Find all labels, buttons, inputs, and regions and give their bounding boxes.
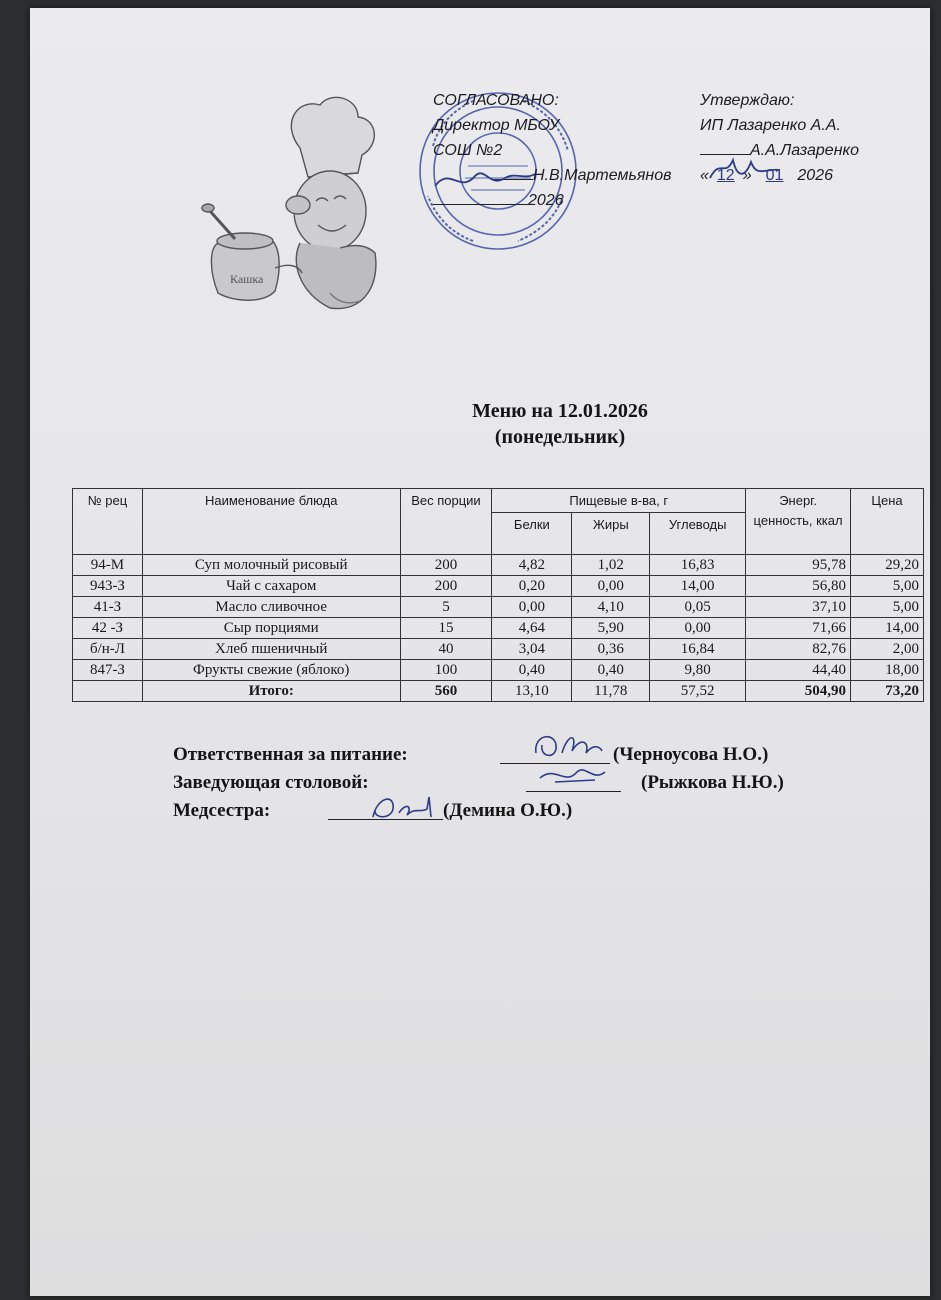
cell-name: Суп молочный рисовый bbox=[142, 555, 400, 576]
responsible-row bbox=[173, 797, 893, 825]
responsible-name: (Черноусова Н.О.) bbox=[613, 744, 769, 765]
quote-close: » bbox=[742, 167, 752, 184]
cell-carbs: 9,80 bbox=[650, 660, 746, 681]
header-protein: Белки bbox=[492, 513, 572, 555]
entrepreneur-signature bbox=[705, 148, 785, 188]
cell-weight: 200 bbox=[400, 576, 492, 597]
quote-open: « bbox=[700, 167, 709, 184]
total-label: Итого: bbox=[142, 681, 400, 702]
approve-month: 01 bbox=[765, 167, 784, 184]
cell-price: 29,20 bbox=[851, 555, 924, 576]
cell-fat: 0,40 bbox=[572, 660, 650, 681]
responsible-signature-2 bbox=[535, 760, 615, 790]
responsible-label: Заведующая столовой: bbox=[173, 772, 369, 793]
approve-year: 2026 bbox=[797, 167, 833, 184]
cell-name: Хлеб пшеничный bbox=[142, 639, 400, 660]
cell-price: 18,00 bbox=[851, 660, 924, 681]
cell-price: 5,00 bbox=[851, 576, 924, 597]
cell-rec: 41-З bbox=[73, 597, 143, 618]
cell-protein: 3,04 bbox=[492, 639, 572, 660]
cell-weight: 40 bbox=[400, 639, 492, 660]
cell-rec: 847-З bbox=[73, 660, 143, 681]
cell-carbs: 0,00 bbox=[650, 618, 746, 639]
total-carbs: 57,52 bbox=[650, 681, 746, 702]
header-nutrients: Пищевые в-ва, г bbox=[492, 489, 746, 513]
cell-carbs: 16,84 bbox=[650, 639, 746, 660]
approve-heading: Утверждаю: bbox=[700, 92, 795, 109]
cell-energy: 82,76 bbox=[746, 639, 851, 660]
table-row bbox=[73, 639, 924, 660]
approve-day: 12 bbox=[716, 167, 735, 184]
total-energy: 504,90 bbox=[746, 681, 851, 702]
cell-carbs: 16,83 bbox=[650, 555, 746, 576]
cell-price: 2,00 bbox=[851, 639, 924, 660]
menu-table bbox=[72, 488, 924, 702]
cell-energy: 56,80 bbox=[746, 576, 851, 597]
cell-fat: 1,02 bbox=[572, 555, 650, 576]
cell-name: Масло сливочное bbox=[142, 597, 400, 618]
table-row bbox=[73, 597, 924, 618]
cell-name: Сыр порциями bbox=[142, 618, 400, 639]
responsible-signature-3 bbox=[365, 789, 445, 823]
cell-empty bbox=[73, 681, 143, 702]
cell-energy: 44,40 bbox=[746, 660, 851, 681]
menu-title bbox=[410, 398, 710, 450]
cell-protein: 0,40 bbox=[492, 660, 572, 681]
total-fat: 11,78 bbox=[572, 681, 650, 702]
cell-weight: 15 bbox=[400, 618, 492, 639]
approve-signer: А.А.Лазаренко bbox=[750, 142, 859, 159]
table-row bbox=[73, 576, 924, 597]
header-carbs: Углеводы bbox=[650, 513, 746, 555]
cell-carbs: 14,00 bbox=[650, 576, 746, 597]
header-price: Цена bbox=[851, 489, 924, 555]
chef-illustration bbox=[180, 93, 390, 323]
cell-weight: 100 bbox=[400, 660, 492, 681]
responsible-name: (Рыжкова Н.Ю.) bbox=[641, 772, 784, 793]
approval-signer: Н.В.Мартемьянов bbox=[533, 167, 672, 184]
responsible-signature-1 bbox=[528, 723, 608, 765]
menu-title-day: (понедельник) bbox=[494, 426, 626, 448]
director-signature bbox=[430, 158, 540, 198]
cell-rec: 943-З bbox=[73, 576, 143, 597]
header-fat: Жиры bbox=[572, 513, 650, 555]
responsible-row bbox=[173, 769, 893, 797]
cell-weight: 5 bbox=[400, 597, 492, 618]
document-page bbox=[30, 8, 930, 1296]
total-weight: 560 bbox=[400, 681, 492, 702]
cell-protein: 4,82 bbox=[492, 555, 572, 576]
cell-energy: 95,78 bbox=[746, 555, 851, 576]
cell-energy: 37,10 bbox=[746, 597, 851, 618]
responsible-label: Ответственная за питание: bbox=[173, 744, 408, 765]
table-row bbox=[73, 555, 924, 576]
cell-fat: 0,36 bbox=[572, 639, 650, 660]
cell-price: 5,00 bbox=[851, 597, 924, 618]
cell-rec: 94-М bbox=[73, 555, 143, 576]
cell-weight: 200 bbox=[400, 555, 492, 576]
cell-carbs: 0,05 bbox=[650, 597, 746, 618]
cell-rec: 42 -З bbox=[73, 618, 143, 639]
approval-position: Директор МБОУ bbox=[433, 117, 560, 134]
approval-school: СОШ №2 bbox=[433, 142, 503, 159]
responsible-label: Медсестра: bbox=[173, 800, 271, 821]
cell-fat: 4,10 bbox=[572, 597, 650, 618]
table-row bbox=[73, 618, 924, 639]
cell-protein: 4,64 bbox=[492, 618, 572, 639]
cell-protein: 0,00 bbox=[492, 597, 572, 618]
approve-company: ИП Лазаренко А.А. bbox=[700, 117, 841, 134]
approval-year: 2026 bbox=[528, 192, 564, 209]
total-protein: 13,10 bbox=[492, 681, 572, 702]
cell-name: Чай с сахаром bbox=[142, 576, 400, 597]
header-weight: Вес порции bbox=[400, 489, 492, 555]
approval-heading: СОГЛАСОВАНО: bbox=[433, 92, 559, 109]
table-row bbox=[73, 660, 924, 681]
cell-energy: 71,66 bbox=[746, 618, 851, 639]
header-name: Наименование блюда bbox=[142, 489, 400, 555]
cell-protein: 0,20 bbox=[492, 576, 572, 597]
cell-fat: 0,00 bbox=[572, 576, 650, 597]
svg-text:Кашка: Кашка bbox=[230, 272, 264, 286]
cell-price: 14,00 bbox=[851, 618, 924, 639]
cell-fat: 5,90 bbox=[572, 618, 650, 639]
table-total-row bbox=[73, 681, 924, 702]
responsible-name: (Демина О.Ю.) bbox=[443, 800, 573, 821]
cell-rec: б/н-Л bbox=[73, 639, 143, 660]
menu-title-date: Меню на 12.01.2026 bbox=[472, 400, 648, 422]
cell-name: Фрукты свежие (яблоко) bbox=[142, 660, 400, 681]
total-price: 73,20 bbox=[851, 681, 924, 702]
header-energy: Энерг. ценность, ккал bbox=[746, 489, 851, 555]
header-rec: № рец bbox=[73, 489, 143, 555]
